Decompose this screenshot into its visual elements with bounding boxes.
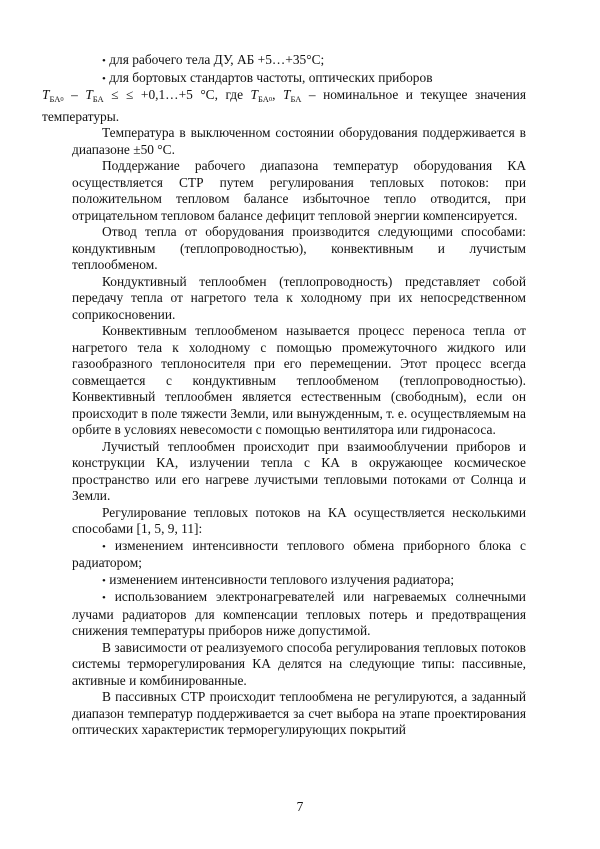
bullet-icon: • [102,72,106,85]
paragraph: Отвод тепла от оборудования производится следующими способами: кондуктивным (теплопроводностью), конвективным и лучистым теплообменом. [72,224,526,272]
bullet-item [72,538,526,572]
bullet-text: использованием электронагревателей или нагреваемых солнечными лучами радиаторов для компенсации тепловых потерь и предотвращения снижения температуры приборов ниже допустимой. [72,589,526,638]
paragraph: Конвективным теплообменом называется процесс переноса тепла от нагретого тела к холодному с помощью промежуточного жидкого или газообразного теплоносителя при его перемещении. Этот процесс всегда совмещается с кондуктивным теплообменом (теплопроводностью). Конвективный теплообмен является естественным (свободным), если он происходит в поле тяжести Земли, или вынужденным, т. е. осуществляемым на орбите в условиях невесомости с помощью вентилятора или гидронасоса. [72,323,526,437]
body-text [42,52,527,739]
paragraph: Температура в выключенном состоянии оборудования поддерживается в диапазоне ±50 °С. [72,125,526,157]
paragraph: Лучистый теплообмен происходит при взаимооблучении приборов и конструкции КА, излучении тепла с КА в окружающее космическое пространство или его нагреве лучистыми тепловыми потоками от Солнца и Земли. [72,438,526,503]
bullet-item [72,589,526,640]
temperature-formula: $T_{БА}0 - T_{БА}$ ≤ ≤ +0,1…+5 °С, где $T_{БА}0$, $T_{БА}$ – номинальное и текущее значения температуры. [42,87,527,124]
paragraph: Регулирование тепловых потоков на КА осуществляется несколькими способами [1, 5, 9, 11]: [72,504,526,536]
bullet-icon: • [102,55,106,67]
paragraph: Поддержание рабочего диапазона температур оборудования КА осуществляется СТР путем регулирования тепловых потоков: при положительном тепловом балансе избыточное тепло отводится, при отрицательном тепловом балансе дефицит тепловой энергии компенсируется. [72,158,526,223]
bullet-text: изменением интенсивности теплового обмена приборного блока с радиатором; [72,537,526,570]
bullet-item [42,69,527,126]
paragraph: Кондуктивный теплообмен (теплопроводность) представляет собой передачу тепла от нагретого тела к холодному при их непосредственном соприкосновении. [72,273,526,322]
bullet-icon: • [102,574,106,587]
page-number: 7 [296,799,304,814]
bullet-icon: • [102,592,106,604]
paragraph: В зависимости от реализуемого способа регулирования тепловых потоков системы терморегулирования КА делятся на следующие типы: пассивные, активные и комбинированные. [72,639,526,688]
bullet-text: для бортовых стандартов частоты, оптических приборов [109,69,433,85]
bullet-item [72,52,526,70]
bullet-icon: • [102,540,106,553]
bullet-item [72,572,526,590]
bullet-text: изменением интенсивности теплового излучения радиатора; [109,571,455,587]
bullet-text: для рабочего тела ДУ, АБ +5…+35°С; [109,52,325,67]
paragraph: В пассивных СТР происходит теплообмена не регулируются, а заданный диапазон температур поддерживается за счет выбора на этапе проектирования оптических характеристик терморегулирующих покрытий [72,689,526,737]
